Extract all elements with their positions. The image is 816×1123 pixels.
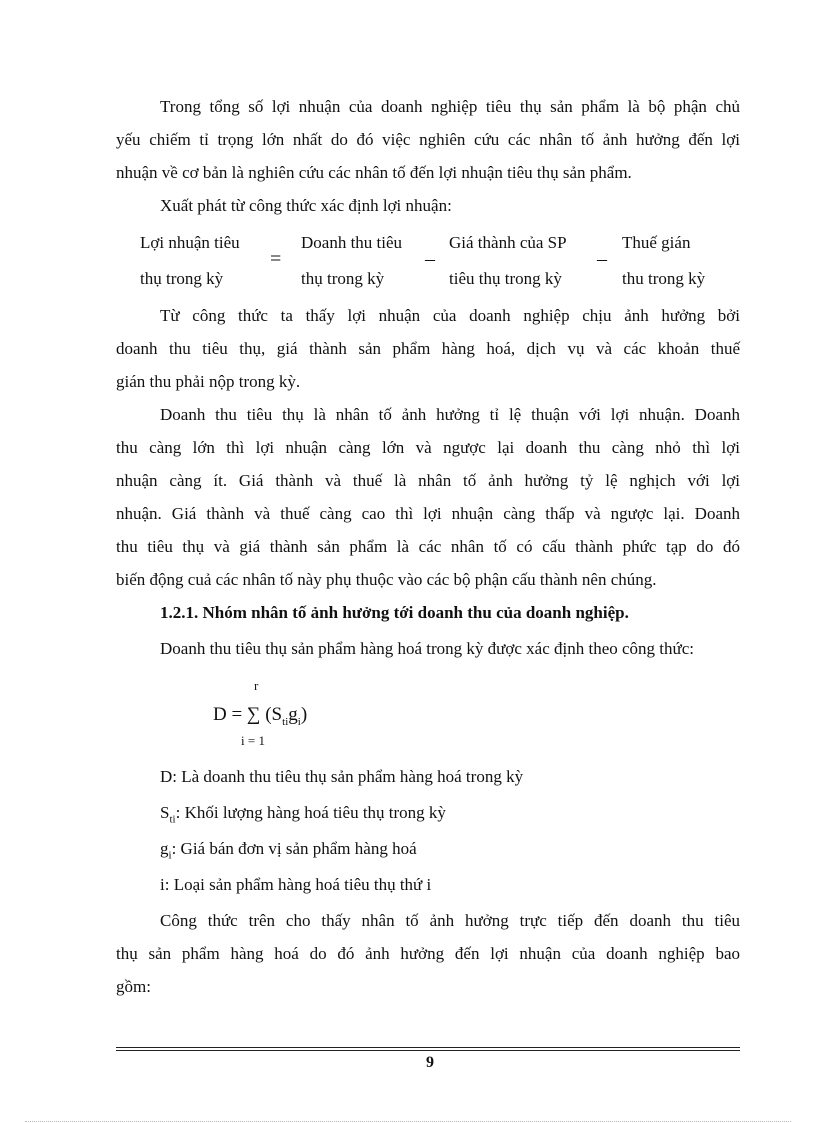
formula-term-tax: Thuế gián bbox=[622, 233, 691, 252]
text-line: Doanh thu tiêu thụ sản phẩm hàng hoá trong kỳ được xác định theo công thức: bbox=[160, 639, 694, 658]
formula-minus: – bbox=[425, 248, 435, 270]
text-line: doanh thu tiêu thụ, giá thành sản phẩm hàng hoá, dịch vụ và các khoản thuế bbox=[116, 339, 740, 358]
definition-d bbox=[116, 760, 740, 793]
text-line: $g_i$: Giá bán đơn vị sản phẩm hàng hoá bbox=[160, 839, 417, 862]
formula-minus: – bbox=[597, 248, 607, 270]
text-line: nhuận càng ít. Giá thành và thuế là nhân tố ảnh hưởng tỷ lệ nghịch với lợi bbox=[116, 471, 740, 490]
text-line: yếu chiếm tỉ trọng lớn nhất do đó việc nghiên cứu các nhân tố ảnh hưởng đến lợi bbox=[116, 130, 740, 149]
formula-term-profit-line2: thụ trong kỳ bbox=[140, 269, 224, 288]
sum-lower-limit: i = 1 bbox=[241, 733, 265, 748]
text-line: thu tiêu thụ và giá thành sản phẩm là các nhân tố có cấu thành phức tạp do đó bbox=[116, 537, 740, 556]
definition-s bbox=[116, 796, 740, 836]
footer-rule bbox=[116, 1050, 740, 1051]
footer-rule bbox=[116, 1047, 740, 1048]
text-line: Doanh thu tiêu thụ là nhân tố ảnh hưởng tỉ lệ thuận với lợi nhuận. Doanh bbox=[160, 405, 740, 424]
formula-equals: = bbox=[270, 248, 282, 270]
text-line: D: Là doanh thu tiêu thụ sản phẩm hàng hoá trong kỳ bbox=[160, 767, 524, 786]
paragraph-intro bbox=[116, 90, 740, 189]
paragraph-revenue-cost bbox=[116, 398, 740, 596]
text-line: thụ sản phẩm hàng hoá do đó ảnh hưởng đến lợi nhuận của doanh nghiệp bao bbox=[116, 944, 740, 963]
text-line: Từ công thức ta thấy lợi nhuận của doanh nghiệp chịu ảnh hưởng bởi bbox=[160, 306, 740, 325]
text-line: $S_{ti}$: Khối lượng hàng hoá tiêu thụ trong kỳ bbox=[160, 803, 446, 826]
text-line: nhuận. Giá thành và thuế càng cao thì lợi nhuận càng thấp và ngược lại. Doanh bbox=[116, 504, 740, 523]
text-line: nhuận về cơ bản là nghiên cứu các nhân tố đến lợi nhuận tiêu thụ sản phẩm. bbox=[116, 163, 632, 182]
text-line: Công thức trên cho thấy nhân tố ảnh hưởng trực tiếp đến doanh thu tiêu bbox=[160, 911, 740, 930]
section-heading bbox=[116, 596, 740, 629]
text-line: Trong tổng số lợi nhuận của doanh nghiệp tiêu thụ sản phẩm là bộ phận chủ bbox=[160, 97, 740, 116]
paragraph-influence bbox=[116, 299, 740, 398]
formula-term-revenue: Doanh thu tiêu bbox=[301, 233, 403, 252]
formula-term-tax-line2: thu trong kỳ bbox=[622, 269, 706, 288]
formula-intro bbox=[116, 189, 740, 222]
formula-term-cost: Giá thành của SP bbox=[449, 233, 567, 252]
text-line: Xuất phát từ công thức xác định lợi nhuận: bbox=[160, 196, 452, 215]
revenue-formula-intro bbox=[116, 632, 740, 665]
definition-i bbox=[116, 868, 740, 901]
text-line: biến động cuả các nhân tố này phụ thuộc vào các bộ phận cấu thành nên chúng. bbox=[116, 570, 657, 589]
formula-term-profit: Lợi nhuận tiêu bbox=[140, 233, 240, 252]
text-line: thu càng lớn thì lợi nhuận càng lớn và ngược lại doanh thu càng nhỏ thì lợi bbox=[116, 438, 740, 457]
page-number: 9 bbox=[426, 1054, 434, 1071]
definition-g bbox=[116, 832, 740, 872]
page-edge-dotted-line bbox=[25, 1121, 791, 1122]
formula-term-cost-line2: tiêu thụ trong kỳ bbox=[449, 269, 562, 288]
text-line: gồm: bbox=[116, 977, 151, 996]
heading-text: 1.2.1. Nhóm nhân tố ảnh hưởng tới doanh thu của doanh nghiệp. bbox=[160, 603, 629, 622]
text-line: gián thu phải nộp trong kỳ. bbox=[116, 372, 301, 391]
sum-expression: D = ∑ $(S_{ti}g_i)$ bbox=[213, 704, 308, 728]
text-line: i: Loại sản phẩm hàng hoá tiêu thụ thứ i bbox=[160, 875, 432, 894]
sum-upper-limit: r bbox=[254, 678, 259, 693]
paragraph-conclusion bbox=[116, 904, 740, 1003]
formula-term-revenue-line2: thụ trong kỳ bbox=[301, 269, 385, 288]
